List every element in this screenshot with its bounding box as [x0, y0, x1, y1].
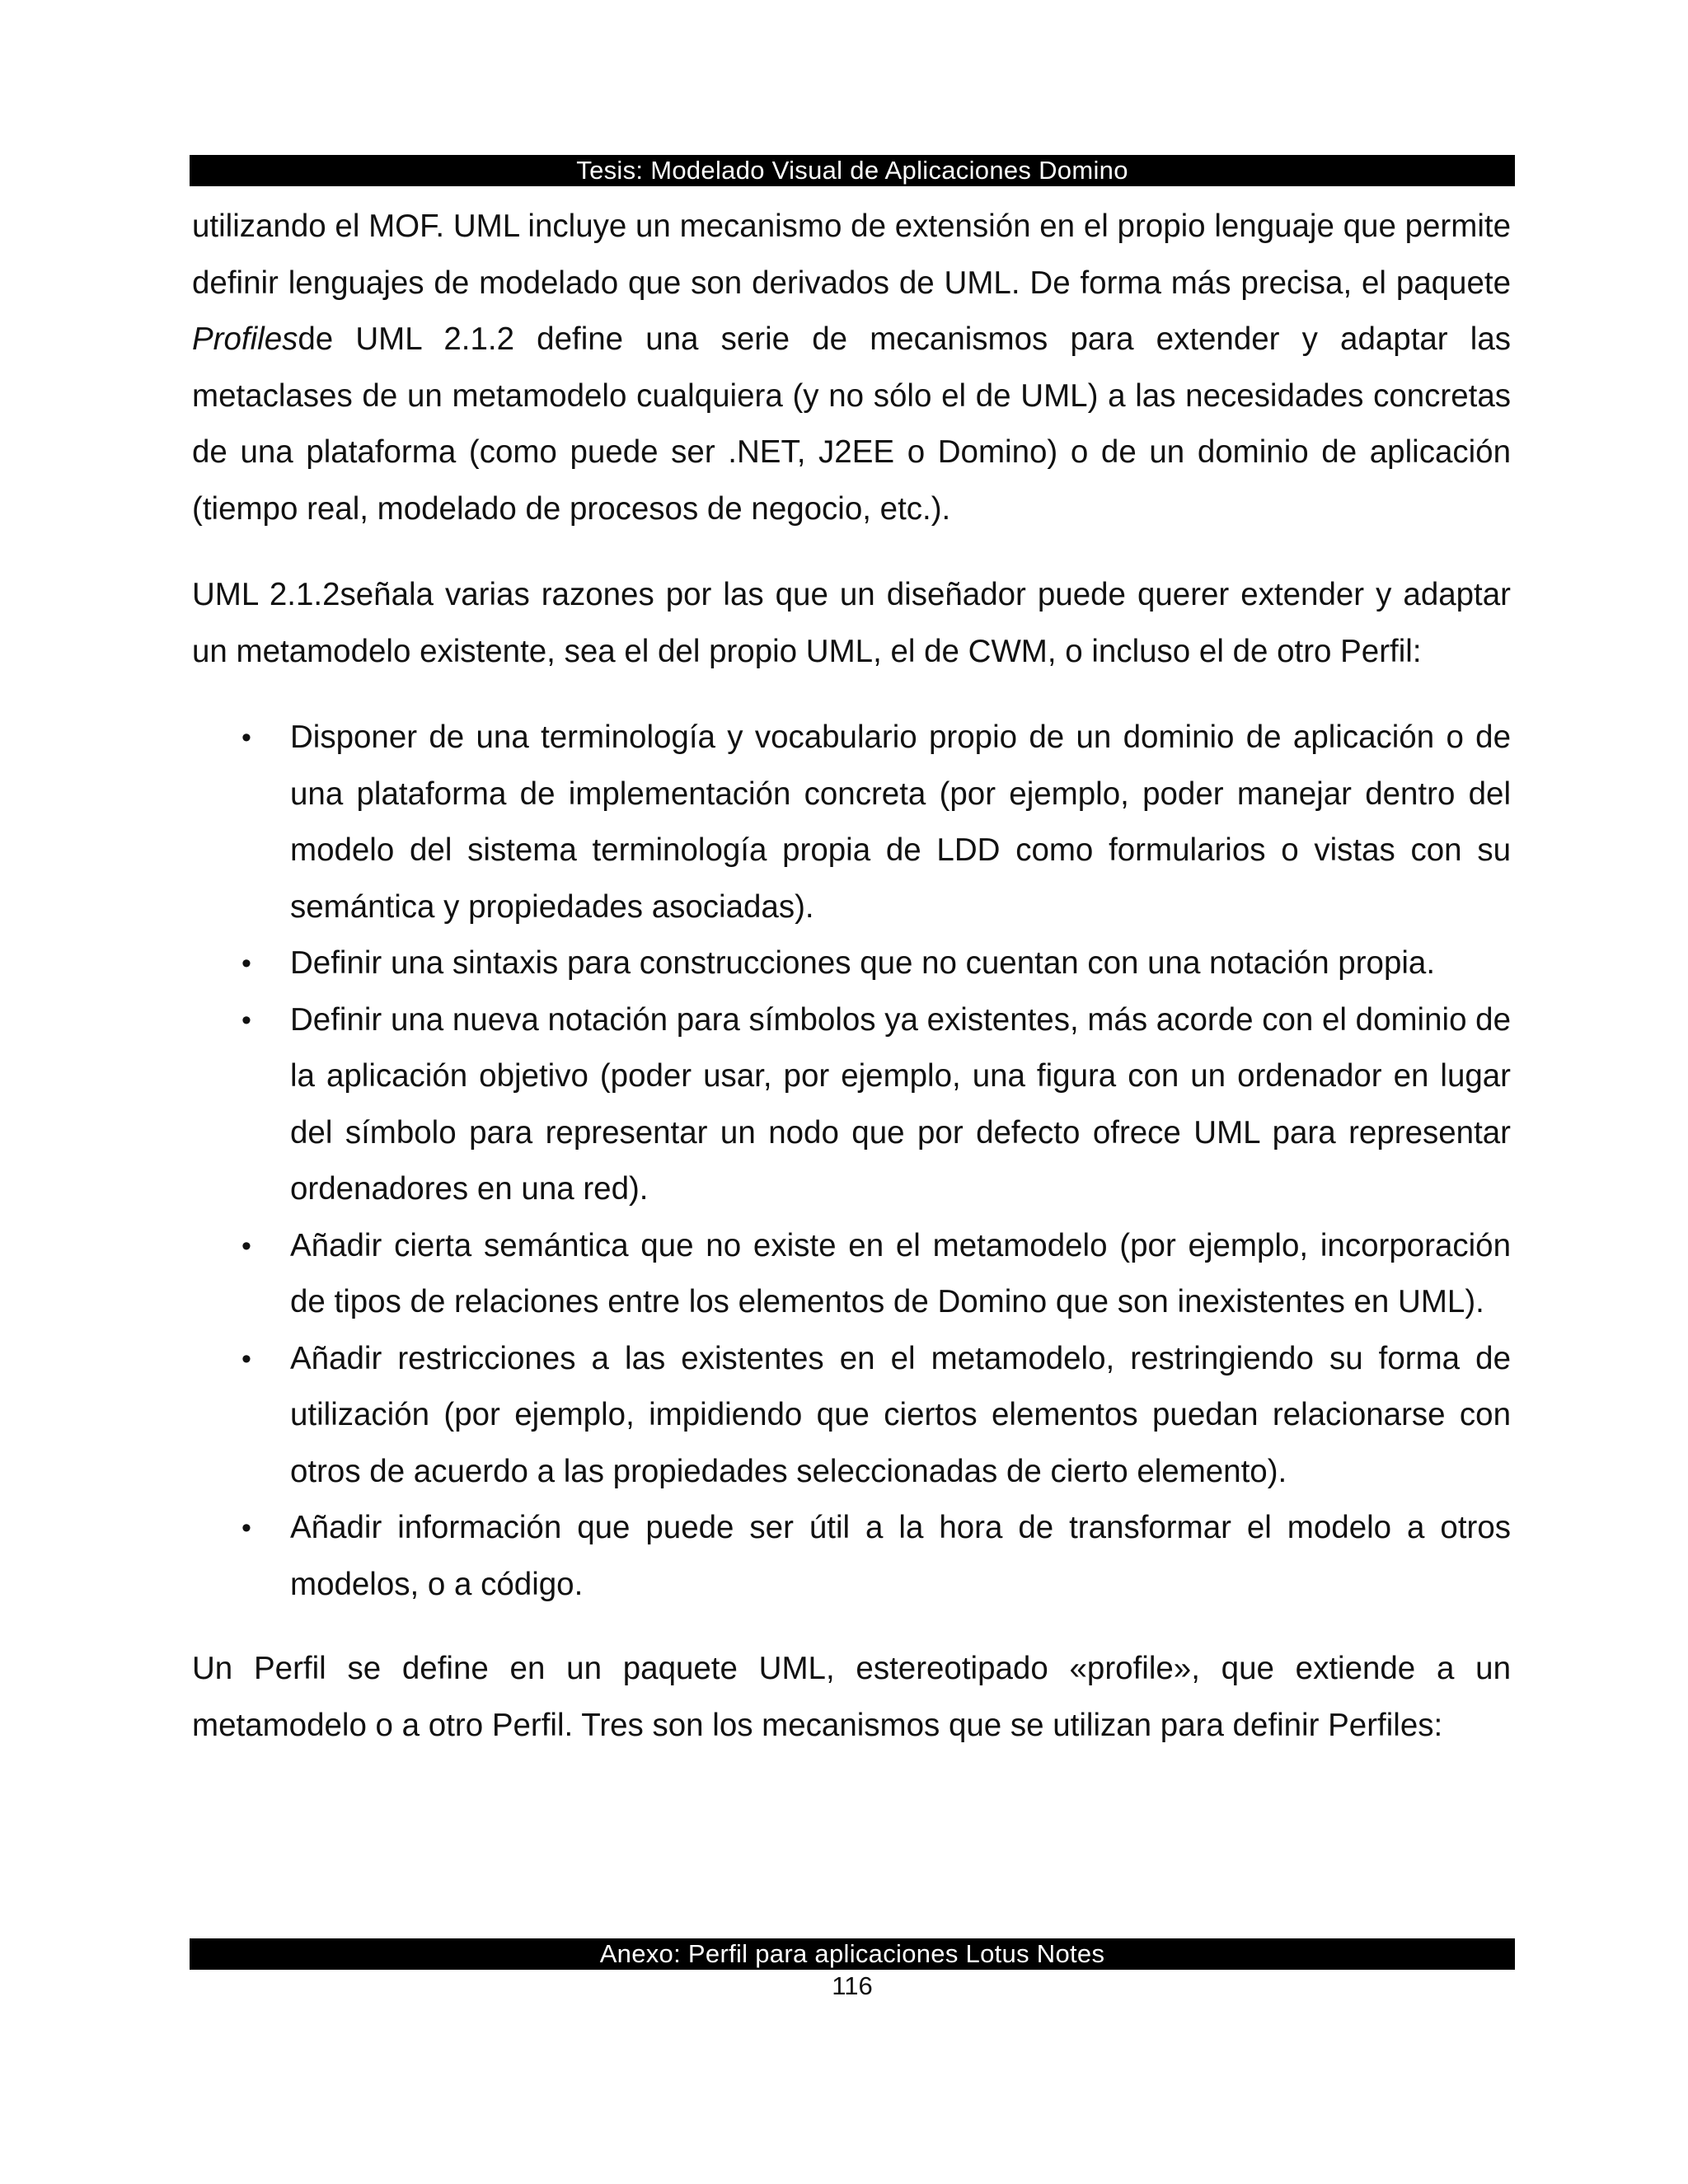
bullet-icon: • [241, 1512, 251, 1544]
bullet-icon: • [241, 1004, 251, 1036]
paragraph-2: UML 2.1.2señala varias razones por las que un diseñador puede querer extender y adaptar un metamodelo existente, sea el del propio UML, el de CWM, o incluso el de otro Perfil: [192, 577, 1511, 669]
footer-title: Anexo: Perfil para aplicaciones Lotus Notes [599, 1939, 1105, 1968]
list-item [192, 1500, 1511, 1613]
bullet-icon: • [241, 1230, 251, 1262]
reasons-list [192, 710, 1511, 1613]
page-number: 116 [832, 1971, 873, 2000]
list-item [192, 935, 1511, 992]
list-item-text: Añadir cierta semántica que no existe en el metamodelo (por ejemplo, incorporación de tipos de relaciones entre los elementos de Domino que son inexistentes en UML). [290, 1227, 1511, 1319]
list-item [192, 710, 1511, 935]
paragraph-3: Un Perfil se define en un paquete UML, estereotipado «profile», que extiende a un metamodelo o a otro Perfil. Tres son los mecanismos que se utilizan para definir Perfiles: [192, 1651, 1511, 1743]
list-item [192, 992, 1511, 1218]
bullet-icon: • [241, 722, 251, 753]
list-item-text: Definir una nueva notación para símbolos ya existentes, más acorde con el dominio de la aplicación objetivo (poder usar, por ejemplo, una figura con un ordenador en lugar del símbolo para representar un nodo que por defecto ofrece UML para representar ordenadores en una red). [290, 1001, 1511, 1207]
list-item-text: Disponer de una terminología y vocabulario propio de un dominio de aplicación o de una plataforma de implementación concreta (por ejemplo, poder manejar dentro del modelo del sistema terminología propia de LDD como formularios o vistas con su semántica y propiedades asociadas). [290, 719, 1511, 925]
list-item-text: Añadir información que puede ser útil a la hora de transformar el modelo a otros modelos, o a código. [290, 1510, 1511, 1602]
list-item [192, 1218, 1511, 1331]
running-header [190, 155, 1515, 186]
list-item-text: Definir una sintaxis para construcciones que no cuentan con una notación propia. [290, 945, 1436, 981]
bullet-icon: • [241, 948, 251, 979]
running-footer [190, 1938, 1515, 1970]
paragraph-1-text-end: de UML 2.1.2 define una serie de mecanismos para extender y adaptar las metaclases de un metamodelo cualquiera (y no sólo el de UML) a las necesidades concretas de una plataforma (como puede ser .NET, J2EE o Domino) o de un dominio de aplicación (tiempo real, modelado de procesos de negocio, etc.). [192, 321, 1511, 527]
bullet-icon: • [241, 1343, 251, 1375]
paragraph-1-italic-term: Profiles [192, 321, 298, 357]
paragraph-1-text-start: utilizando el MOF. UML incluye un mecanismo de extensión en el propio lenguaje que permite definir lenguajes de modelado que son derivados de UML. De forma más precisa, el paquete [192, 209, 1511, 301]
body-text [192, 199, 1511, 1754]
paragraph-1 [192, 199, 1511, 537]
list-item [192, 1331, 1511, 1501]
header-title: Tesis: Modelado Visual de Aplicaciones Domino [576, 156, 1128, 185]
list-item-text: Añadir restricciones a las existentes en el metamodelo, restringiendo su forma de utilización (por ejemplo, impidiendo que ciertos elementos puedan relacionarse con otros de acuerdo a las propiedades seleccionadas de cierto elemento). [290, 1340, 1511, 1489]
